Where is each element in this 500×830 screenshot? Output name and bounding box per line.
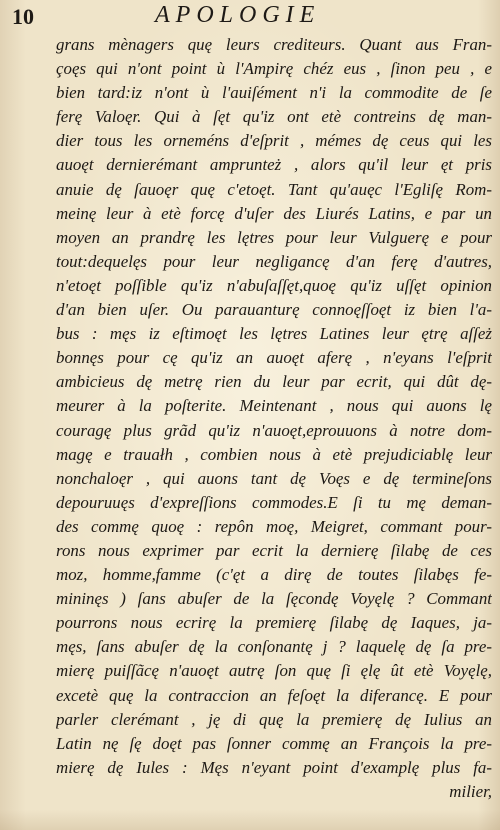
text-line: n'etoęt poſſible qu'iz n'abuſaſſęt,quoę qu'iz uſſęt opinion (56, 275, 492, 295)
text-line: milier, (449, 781, 492, 801)
text-line: magę e trauałh , combien nous à etè prejudiciablę leur (56, 444, 492, 464)
text-line: couragę plus grãd qu'iz n'auoęt,eprouuons à notre dom- (56, 420, 492, 440)
text-line: çoęs qui n'ont point ù l'Ampirę chéz eus , ſinon peu , e (56, 59, 492, 79)
text-line: moz, homme,famme (c'ęt a dirę de toutes ſilabęs fe- (56, 565, 492, 585)
text-line: mierę dę Iules : Męs n'eyant point d'examplę plus fa- (56, 757, 492, 777)
text-line: bus : męs iz eſtimoęt les lętres Latines leur ętrę aſſeż (56, 324, 492, 344)
text-line: mierę puiſſãcę n'auoęt autrę ſon quę ſi ęlę ût etè Voyęlę, (56, 661, 492, 681)
text-line: bien tard:iz n'ont ù l'auiſément n'i la commodite de ſe (56, 83, 492, 103)
text-line: dier tous les orneméns d'eſprit , mémes dę ceus qui les (56, 131, 492, 151)
text-line: depouruuęs d'expreſſions commodes.E ſi tu mę deman- (56, 492, 492, 512)
text-line: rons nous exprimer par ecrit la dernierę ſilabę de ces (56, 540, 492, 560)
text-line: moyen an prandrę les lętres pour leur Vulguerę e pour (56, 227, 492, 247)
text-line: bonnęs pour cę qu'iz an auoęt aferę , n'eyans l'eſprit (56, 348, 492, 368)
text-line: d'an bien uſer. Ou parauanturę connoęſſoęt iz bien l'a- (56, 300, 492, 320)
text-line: pourrons nous ecrirę la premierę ſilabę dę Iaques, ja- (56, 613, 492, 633)
text-line: mininęs ) ſans abuſer de la ſęcondę Voyęlę ? Commant (56, 589, 492, 609)
text-line: grans mènagers quę leurs crediteurs. Quant aus Fran- (56, 35, 492, 54)
text-line: tout:dequelęs pour leur negligancę d'an ferę d'autres, (56, 251, 492, 271)
text-line: meurer à la poſterite. Meintenant , nous qui auons lę (56, 396, 492, 416)
running-title: APOLOGIE (155, 2, 321, 28)
text-line: excetè quę la contraccion an feſoęt la diferancę. E pour (56, 685, 492, 705)
text-line: parler clerémant , ję di quę la premierę dę Iulius an (56, 709, 492, 729)
text-line: auoęt dernierémant amprunteż , alors qu'il leur ęt pris (56, 155, 492, 175)
page-number: 10 (12, 4, 34, 29)
text-line: meinę leur à etè forcę d'uſer des Liurés Latins, e par un (56, 203, 492, 223)
page-header (0, 2, 500, 32)
text-line: des commę quoę : repôn moę, Meigret, commant pour- (56, 516, 492, 536)
text-line: ambicieus dę metrę rien du leur par ecrit, qui dût dę- (56, 372, 492, 392)
text-line: nonchaloęr , qui auons tant dę Voęs e dę termineſons (56, 468, 492, 488)
text-line: Latin nę ſę doęt pas ſonner commę an François la pre- (56, 733, 492, 753)
body-text (56, 33, 492, 804)
text-line: ferę Valoęr. Qui à ſęt qu'iz ont etè contreins dę man- (56, 107, 492, 127)
text-line: męs, ſans abuſer dę la conſonantę j ? laquelę dę ſa pre- (56, 637, 492, 657)
text-line: anuie dę ſauoęr quę c'etoęt. Tant qu'auęc l'Egliſę Rom- (56, 179, 492, 199)
